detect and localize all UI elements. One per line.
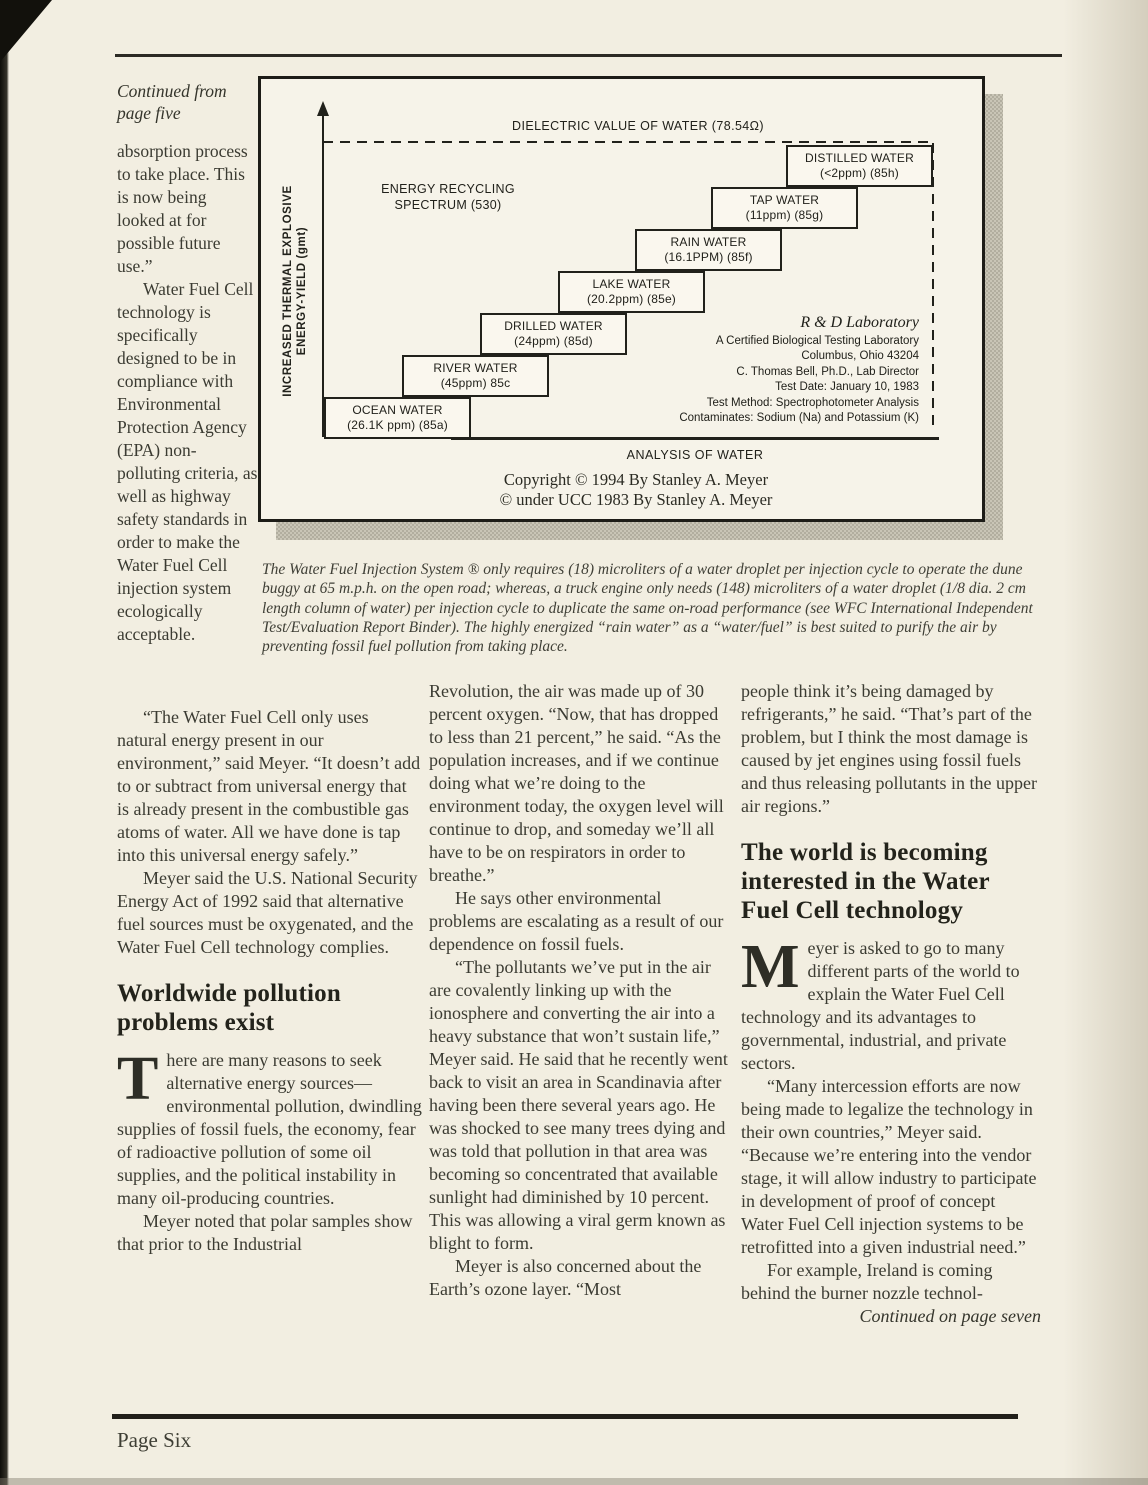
continued-from-note: Continued from page five bbox=[117, 81, 227, 123]
paragraph-with-dropcap bbox=[117, 1045, 422, 1210]
scan-edge-left bbox=[0, 0, 9, 1485]
step-ppm-label: (45ppm) 85c bbox=[440, 376, 511, 390]
body-column-3 bbox=[741, 680, 1041, 1328]
dielectric-dashed-line bbox=[323, 141, 935, 143]
paragraph: “The pollutants we’ve put in the air are covalently linking up with the ionosphere and converting the air into a heavy substance that won’t sustain life,” Meyer said. He said that he recently went back to visit an area in Scandinavia after having been there several years ago. He was shocked to see many trees dying and was told that pollution in that area was becoming so concentrated that available sunlight had diminished by 10 percent. This was allowing a viral germ known as blight to form. bbox=[429, 957, 728, 1253]
paragraph-with-dropcap bbox=[741, 933, 1041, 1075]
page-number: Page Six bbox=[117, 1428, 192, 1452]
step-ppm-label: (<2ppm) (85h) bbox=[820, 166, 899, 180]
chart-step-ocean-water bbox=[324, 397, 471, 439]
sidebar-paragraph-1: absorption process to take place. This is now being looked at for possible future use.” bbox=[117, 141, 248, 276]
scan-shadow-right bbox=[1063, 0, 1148, 1485]
copyright-line-2: © under UCC 1983 By Stanley A. Meyer bbox=[499, 490, 773, 509]
scan-edge-bottom bbox=[0, 1478, 1148, 1485]
energy-recycling-line2: SPECTRUM (530) bbox=[394, 198, 502, 212]
step-title: OCEAN WATER bbox=[352, 403, 443, 417]
x-axis-title: ANALYSIS OF WATER bbox=[626, 448, 764, 462]
step-ppm-label: (26.1K ppm) (85a) bbox=[347, 418, 448, 432]
heading-worldwide-pollution: Worldwide pollution problems exist bbox=[117, 980, 341, 1036]
copyright-block bbox=[391, 470, 881, 510]
analysis-of-water-figure bbox=[258, 76, 1018, 556]
lab-credit-line: C. Thomas Bell, Ph.D., Lab Director bbox=[736, 365, 919, 378]
step-title: DISTILLED WATER bbox=[804, 151, 914, 165]
step-title: LAKE WATER bbox=[592, 277, 671, 291]
y-axis-label-line1: INCREASED THERMAL EXPLOSIVE bbox=[282, 185, 294, 397]
scan-corner-artifact bbox=[0, 0, 52, 62]
body-column-2 bbox=[429, 680, 729, 1301]
body-column-1 bbox=[117, 706, 422, 1256]
step-ppm-label: (24ppm) (85d) bbox=[514, 334, 593, 348]
chart-step-distilled-water bbox=[786, 145, 933, 187]
top-rule bbox=[115, 54, 1062, 57]
paragraph: people think it’s being damaged by refrigerants,” he said. “That’s part of the problem, but I think the most damage is caused by jet engines using fossil fuels and thus releasing pollutants in the upper air regions.” bbox=[741, 681, 1037, 816]
heading-world-interested: The world is becoming interested in the Water Fuel Cell technology bbox=[741, 839, 990, 924]
figure-caption: The Water Fuel Injection System ® only requires (18) microliters of a water droplet per injection cycle to operate the dune buggy at 65 m.p.h. on the open road; whereas, a truck engine only needs (148) microliters of a water droplet (1/8 dia. 2 cm length column of water) per injection cycle to duplicate the same on-road performance (see WFC International Independent Test/Evaluation Report Binder). The highly energized “rain water” as a “water/fuel” is best suited to purify the air by preventing fossil fuel pollution from taking place. bbox=[262, 561, 1033, 656]
lab-name: R & D Laboratory bbox=[800, 314, 919, 331]
paragraph: Meyer noted that polar samples show that prior to the Industrial bbox=[117, 1211, 413, 1254]
lab-credit-line: Test Method: Spectrophotometer Analysis bbox=[706, 396, 919, 409]
dropcap-letter: M bbox=[741, 933, 800, 1001]
paragraph: Meyer said the U.S. National Security Energy Act of 1992 said that alternative fuel sources must be oxygenated, and the Water Fuel Cell technology complies. bbox=[117, 868, 418, 957]
chart-step-rain-water bbox=[635, 229, 782, 271]
lab-credit-line: Contaminates: Sodium (Na) and Potassium (K) bbox=[679, 412, 919, 424]
y-axis-label bbox=[281, 141, 309, 441]
lab-credits-block bbox=[679, 315, 919, 427]
dropcap-letter: T bbox=[117, 1045, 159, 1113]
paragraph: “Many intercession efforts are now being made to legalize the technology in their own countries,” Meyer said. “Because we’re entering into the vendor stage, it will allow industry to participate in development of proof of concept Water Fuel Cell injection systems to be retrofitted into a given industrial need.” bbox=[741, 1076, 1037, 1257]
dielectric-value-label: DIELECTRIC VALUE OF WATER (78.54Ω) bbox=[512, 119, 764, 133]
chart-step-lake-water bbox=[558, 271, 705, 313]
step-title: RIVER WATER bbox=[433, 361, 518, 375]
step-title: DRILLED WATER bbox=[504, 319, 603, 333]
chart-step-tap-water bbox=[711, 187, 858, 229]
footer-rule bbox=[112, 1414, 1018, 1419]
paragraph-text: here are many reasons to seek alternative energy sources—environmental pollution, dwindling supplies of fossil fuels, the economy, fear of radioactive pollution of some oil supplies, and the political instability in many oil-producing countries. bbox=[117, 1050, 422, 1208]
lab-credit-line: Columbus, Ohio 43204 bbox=[801, 350, 919, 362]
step-ppm-label: (20.2ppm) (85e) bbox=[586, 292, 677, 306]
energy-recycling-label bbox=[353, 181, 543, 213]
x-axis-line bbox=[451, 437, 939, 440]
step-title: RAIN WATER bbox=[670, 235, 747, 249]
y-axis-line bbox=[322, 115, 324, 437]
chart-step-river-water bbox=[402, 355, 549, 397]
y-axis-arrow-icon bbox=[317, 101, 329, 116]
step-title: TAP WATER bbox=[749, 193, 820, 207]
y-axis-label-line2: ENERGY-YIELD (gmt) bbox=[296, 226, 308, 356]
copyright-line-1: Copyright © 1994 By Stanley A. Meyer bbox=[503, 470, 769, 489]
chart-frame bbox=[258, 76, 985, 522]
paragraph: For example, Ireland is coming behind the burner nozzle technol- bbox=[741, 1260, 993, 1303]
paragraph: He says other environmental problems are escalating as a result of our dependence on fossil fuels. bbox=[429, 888, 724, 954]
paragraph: “The Water Fuel Cell only uses natural energy present in our environment,” said Meyer. “It doesn’t add to or subtract from universal energy that is already present in the combustible gas atoms of water. All we have done is tap into this universal energy safely.” bbox=[117, 707, 421, 865]
lab-credit-line: A Certified Biological Testing Laboratory bbox=[715, 334, 919, 347]
paragraph-text: eyer is asked to go to many different parts of the world to explain the Water Fuel Cell technology and its advantages to governmental, industrial, and private sectors. bbox=[741, 938, 1020, 1073]
lab-credit-line: Test Date: January 10, 1983 bbox=[775, 381, 919, 393]
sidebar-paragraph-2: Water Fuel Cell technology is specifically designed to be in compliance with Environmental Protection Agency (EPA) non-polluting criteria, as well as highway safety standards in order to make the Water Fuel Cell injection system ecologically acceptable. bbox=[117, 279, 258, 644]
continued-on-note: Continued on page seven bbox=[859, 1306, 1041, 1326]
left-sidebar-column bbox=[117, 80, 258, 646]
paragraph: Meyer is also concerned about the Earth’s ozone layer. “Most bbox=[429, 1256, 702, 1299]
paragraph: Revolution, the air was made up of 30 percent oxygen. “Now, that has dropped to less than 21 percent,” he said. “As the population increases, and if we continue doing what we’re doing to the environment today, the oxygen level will continue to drop, and someday we’ll all have to be on respirators in order to breathe.” bbox=[429, 681, 724, 885]
step-ppm-label: (16.1PPM) (85f) bbox=[664, 250, 753, 264]
step-ppm-label: (11ppm) (85g) bbox=[745, 208, 824, 222]
energy-recycling-line1: ENERGY RECYCLING bbox=[381, 182, 515, 196]
chart-step-drilled-water bbox=[480, 313, 627, 355]
